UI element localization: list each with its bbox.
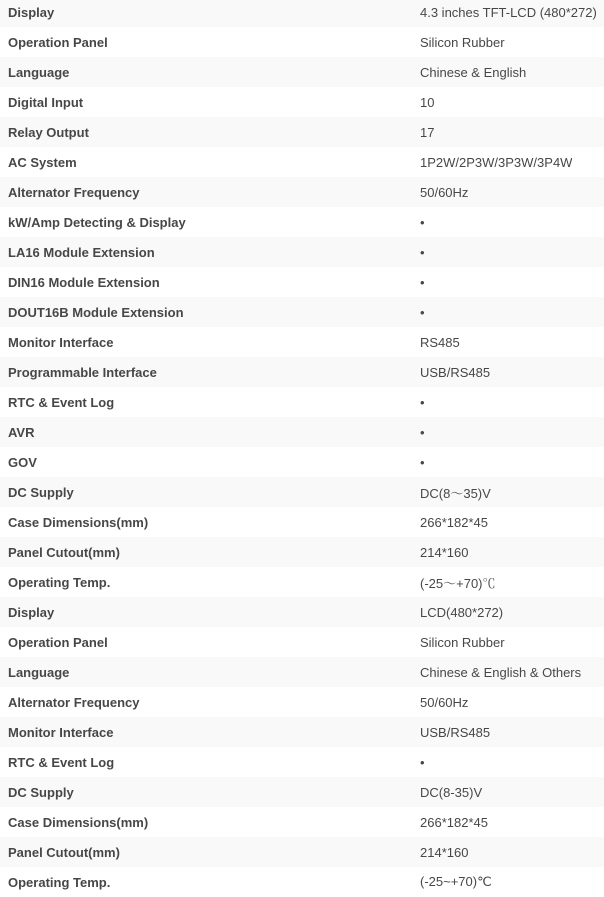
spec-row (0, 537, 604, 567)
spec-value: • (420, 244, 425, 260)
spec-row (0, 147, 604, 177)
spec-label: Operating Temp. (8, 574, 111, 590)
spec-row (0, 327, 604, 357)
spec-value: Chinese & English (420, 64, 527, 80)
spec-value: LCD(480*272) (420, 604, 504, 620)
spec-row (0, 387, 604, 417)
spec-value: 4.3 inches TFT-LCD (480*272) (420, 4, 597, 20)
spec-label: Programmable Interface (8, 364, 157, 380)
spec-label: Monitor Interface (8, 334, 114, 350)
spec-row (0, 297, 604, 327)
spec-label: Display (8, 604, 55, 620)
spec-row (0, 267, 604, 297)
spec-value: Silicon Rubber (420, 634, 505, 650)
spec-value: 214*160 (420, 544, 469, 560)
spec-label: AC System (8, 154, 77, 170)
spec-label: Display (8, 4, 55, 20)
spec-row (0, 507, 604, 537)
spec-value: 266*182*45 (420, 514, 488, 530)
spec-value: 266*182*45 (420, 814, 488, 830)
spec-row (0, 237, 604, 267)
spec-label: RTC & Event Log (8, 754, 115, 770)
spec-label: Case Dimensions(mm) (8, 514, 149, 530)
spec-value: 50/60Hz (420, 184, 469, 200)
spec-label: Language (8, 64, 70, 80)
spec-value: 1P2W/2P3W/3P3W/3P4W (420, 154, 573, 170)
spec-row (0, 0, 604, 27)
spec-value: • (420, 304, 425, 320)
spec-label: Relay Output (8, 124, 89, 140)
spec-label: Operating Temp. (8, 874, 111, 890)
spec-row (0, 627, 604, 657)
spec-value: Silicon Rubber (420, 34, 505, 50)
spec-row (0, 117, 604, 147)
spec-value: (-25～+70)℃ (420, 575, 496, 591)
spec-label: Panel Cutout(mm) (8, 844, 120, 860)
spec-row (0, 27, 604, 57)
spec-row (0, 447, 604, 477)
spec-value: (-25~+70)℃ (420, 874, 492, 889)
spec-value: • (420, 754, 425, 770)
spec-row (0, 657, 604, 687)
spec-label: DIN16 Module Extension (8, 274, 160, 290)
spec-value: RS485 (420, 334, 460, 350)
spec-label: Alternator Frequency (8, 694, 140, 710)
spec-label: Language (8, 664, 70, 680)
spec-label: Panel Cutout(mm) (8, 544, 120, 560)
spec-row (0, 357, 604, 387)
spec-label: Case Dimensions(mm) (8, 814, 149, 830)
spec-row (0, 687, 604, 717)
spec-row (0, 747, 604, 777)
spec-label: kW/Amp Detecting & Display (8, 214, 186, 230)
spec-row (0, 57, 604, 87)
spec-value: 50/60Hz (420, 694, 469, 710)
spec-label: DOUT16B Module Extension (8, 304, 184, 320)
spec-row (0, 567, 604, 597)
spec-row (0, 807, 604, 837)
spec-row (0, 207, 604, 237)
spec-row (0, 837, 604, 867)
spec-value: USB/RS485 (420, 724, 491, 740)
spec-row (0, 177, 604, 207)
spec-label: LA16 Module Extension (8, 244, 155, 260)
spec-value: Chinese & English & Others (420, 664, 582, 680)
spec-row (0, 87, 604, 117)
spec-value: • (420, 454, 425, 470)
spec-label: DC Supply (8, 784, 74, 800)
spec-value: DC(8-35)V (420, 784, 483, 800)
spec-value: USB/RS485 (420, 364, 491, 380)
spec-value: 10 (420, 94, 435, 110)
spec-label: Monitor Interface (8, 724, 114, 740)
spec-label: Operation Panel (8, 34, 108, 50)
spec-label: GOV (8, 454, 37, 470)
spec-label: AVR (8, 424, 35, 440)
spec-row (0, 477, 604, 507)
spec-label: RTC & Event Log (8, 394, 115, 410)
spec-row (0, 777, 604, 807)
spec-value: • (420, 214, 425, 230)
spec-row (0, 417, 604, 447)
spec-label: Digital Input (8, 94, 84, 110)
spec-label: DC Supply (8, 484, 74, 500)
spec-value: 214*160 (420, 844, 469, 860)
spec-label: Alternator Frequency (8, 184, 140, 200)
spec-value: • (420, 424, 425, 440)
spec-value: • (420, 274, 425, 290)
spec-row (0, 597, 604, 627)
spec-value: 17 (420, 124, 435, 140)
spec-row (0, 717, 604, 747)
spec-value: DC(8～35)V (420, 485, 491, 501)
spec-label: Operation Panel (8, 634, 108, 650)
spec-value: • (420, 394, 425, 410)
